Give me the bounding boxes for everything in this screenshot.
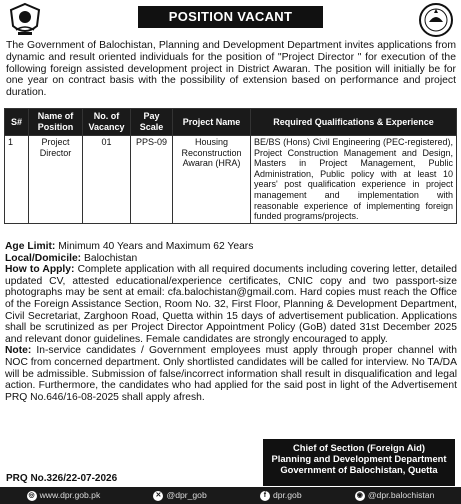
table-header-row bbox=[5, 109, 457, 136]
signature-line-1: Chief of Section (Foreign Aid) bbox=[293, 442, 425, 453]
cell-scale: PPS-09 bbox=[131, 136, 173, 224]
page-title: POSITION VACANT bbox=[138, 6, 323, 28]
globe-icon: ◎ bbox=[28, 491, 35, 499]
signature-line-2: Planning and Development Department bbox=[271, 453, 447, 465]
header bbox=[0, 0, 461, 40]
age-limit-label: Age Limit: bbox=[5, 241, 56, 252]
instagram-icon: ◉ bbox=[356, 491, 363, 499]
footer-twitter[interactable] bbox=[153, 487, 206, 504]
signature-block bbox=[263, 439, 455, 486]
position-table bbox=[4, 108, 457, 224]
facebook-icon: f bbox=[260, 491, 270, 501]
footer-instagram-text: @dpr.balochistan bbox=[367, 490, 435, 500]
column-header-qualifications: Required Qualifications & Experience bbox=[251, 109, 457, 136]
note bbox=[5, 345, 457, 403]
domicile bbox=[5, 253, 457, 265]
balochistan-seal-icon bbox=[418, 2, 454, 38]
government-emblem-icon bbox=[8, 2, 42, 38]
cell-project: Housing Reconstruction Awaran (HRA) bbox=[173, 136, 251, 224]
how-to-apply-text: Complete application with all required documents including covering letter, detailed updated CV, attested educational/experience certificates, CNIC copy and two passport-size photographs may be sent at email: cfa.balochistan@gmail.com. Hard copies must reach the Office of the Foreign Assistance Section, Room No. 32, First Floor, Planning & Development Department, Civil Secretariat, Zarghoon Road, Quetta within 15 days of advertisement publication. Applications shall be scrutinized as per Project Director Appointment Policy (GoB) dated 31st December 2025 and relevant donor guidelines. Female candidates are strongly encouraged to apply. bbox=[5, 264, 457, 345]
footer-facebook-text: dpr.gob bbox=[272, 490, 302, 500]
intro-paragraph: The Government of Balochistan, Planning and Development Department invites applications from dynamic and result oriented individuals for the position of "Project Director " for execution of the following foreign assisted development project in District Awaran. The position will initially be for one year on contract basis with the possibility of extension based on performance and project duration. bbox=[6, 40, 456, 99]
column-header-scale: Pay Scale bbox=[131, 109, 173, 136]
cell-vacancy: 01 bbox=[83, 136, 131, 224]
note-text: In-service candidates / Government employees must apply through proper channel with NOC from concerned department. Only shortlisted candidates will be called for interview. No TA/DA will be admissible. Submission of false/incorrect information shall result in disqualification and legal action. Furthermore, the candidates who had applied for the said post in light of the Advertisement PRQ No.646/16-08-2025 shall apply afresh. bbox=[5, 345, 457, 403]
how-to-apply bbox=[5, 264, 457, 345]
cell-position: Project Director bbox=[29, 136, 83, 224]
how-to-apply-label: How to Apply: bbox=[5, 264, 75, 276]
column-header-sn: S# bbox=[5, 109, 29, 136]
domicile-value: Balochistan bbox=[81, 252, 138, 264]
footer-bar bbox=[0, 487, 461, 504]
signature-line-3: Government of Balochistan, Quetta bbox=[280, 464, 438, 476]
table-row bbox=[5, 136, 457, 224]
prq-number: PRQ No.326/22-07-2026 bbox=[6, 473, 118, 484]
footer-website[interactable] bbox=[27, 487, 101, 504]
footer-instagram[interactable] bbox=[355, 487, 435, 504]
domicile-label: Local/Domicile: bbox=[5, 252, 82, 264]
age-limit-value: Minimum 40 Years and Maximum 62 Years bbox=[55, 241, 254, 252]
footer-facebook[interactable] bbox=[260, 487, 302, 504]
note-label: Note: bbox=[5, 345, 32, 357]
footer-twitter-text: @dpr_gob bbox=[166, 490, 207, 500]
column-header-vacancy: No. of Vacancy bbox=[83, 109, 131, 136]
cell-qualifications: BE/BS (Hons) Civil Engineering (PEC-registered), Project Construction Management and Design, Masters in Project Management, Public Administration, Public policy with at least 10 years' post qualification experience in project management and implementation with reasonable experience of implementing foreign funded programs/projects. bbox=[251, 136, 457, 224]
details-section bbox=[5, 241, 457, 403]
age-limit bbox=[5, 241, 457, 253]
column-header-position: Name of Position bbox=[29, 109, 83, 136]
column-header-project: Project Name bbox=[173, 109, 251, 136]
cell-sn: 1 bbox=[5, 136, 29, 224]
footer-website-text: www.dpr.gob.pk bbox=[39, 490, 101, 500]
twitter-icon: ✕ bbox=[153, 491, 163, 501]
